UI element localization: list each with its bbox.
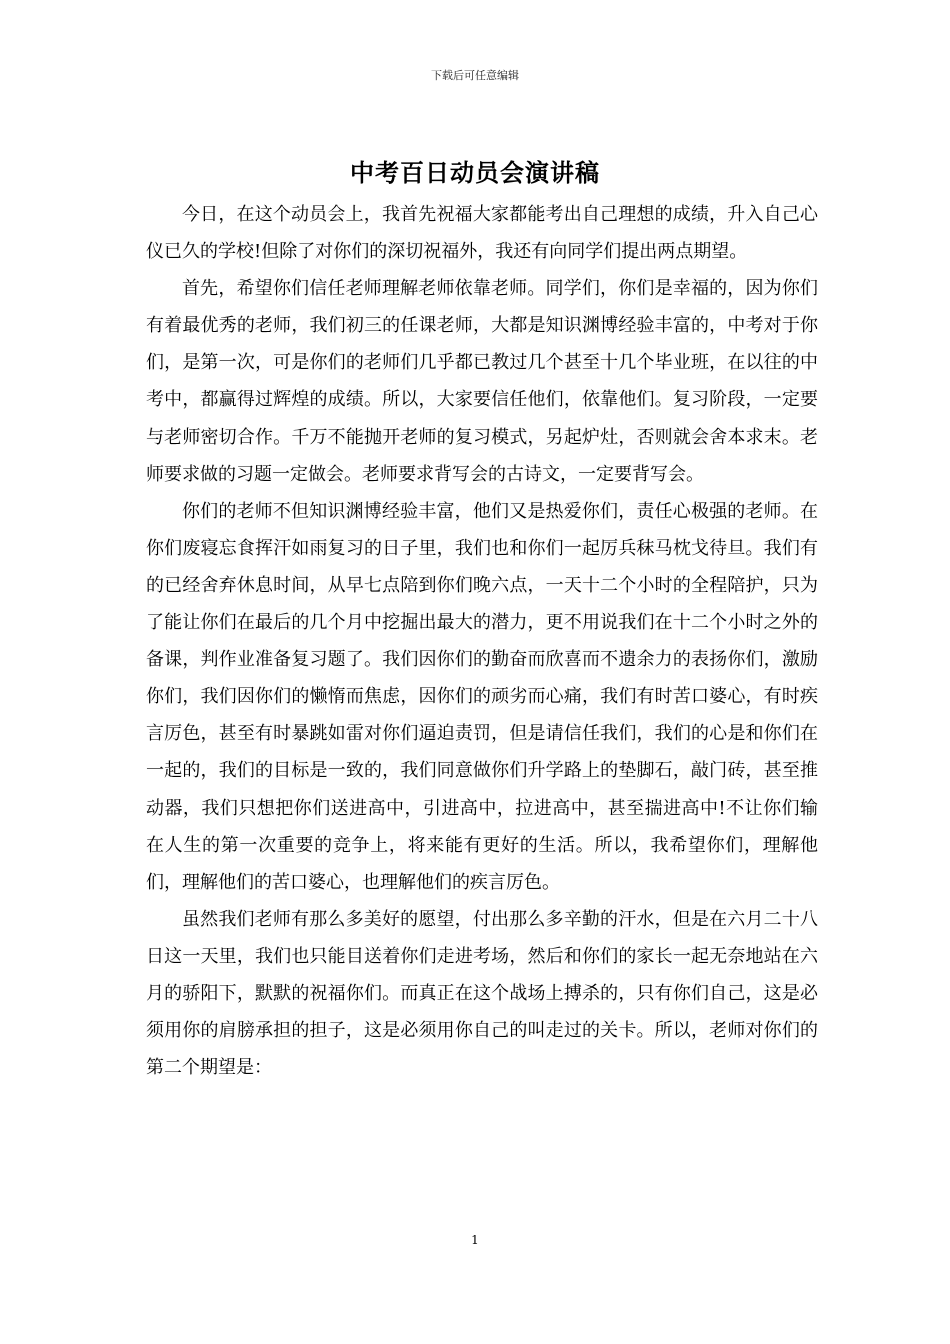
paragraph-1: 今日，在这个动员会上，我首先祝福大家都能考出自己理想的成绩，升入自己心仪已久的学校!但除了对你们的深切祝福外，我还有向同学们提出两点期望。 (146, 204, 818, 263)
document-body (146, 196, 818, 1086)
page-header: 下载后可任意编辑 (431, 69, 519, 82)
page-number: 1 (471, 1233, 479, 1247)
paragraph-4: 虽然我们老师有那么多美好的愿望，付出那么多辛勤的汗水，但是在六月二十八日这一天里，我们也只能目送着你们走进考场，然后和你们的家长一起无奈地站在六月的骄阳下，默默的祝福你们。而真正在这个战场上搏杀的，只有你们自己，这是必须用你的肩膀承担的担子，这是必须用你自己的叫走过的关卡。所以，老师对你们的第二个期望是： (146, 908, 818, 1079)
document-title: 中考百日动员会演讲稿 (350, 158, 600, 187)
paragraph-3: 你们的老师不但知识渊博经验丰富，他们又是热爱你们，责任心极强的老师。在你们废寝忘食挥汗如雨复习的日子里，我们也和你们一起厉兵秣马枕戈待旦。我们有的已经舍弃休息时间，从早七点陪到你们晚六点，一天十二个小时的全程陪护，只为了能让你们在最后的几个月中挖掘出最大的潜力，更不用说我们在十二个小时之外的备课，判作业准备复习题了。我们因你们的勤奋而欣喜而不遗余力的表扬你们，激励你们，我们因你们的懒惰而焦虑，因你们的顽劣而心痛，我们有时苦口婆心，有时疾言厉色，甚至有时暴跳如雷对你们逼迫责罚，但是请信任我们，我们的心是和你们在一起的，我们的目标是一致的，我们同意做你们升学路上的垫脚石，敲门砖，甚至推动器，我们只想把你们送进高中，引进高中，拉进高中，甚至揣进高中!不让你们输在人生的第一次重要的竞争上，将来能有更好的生活。所以，我希望你们，理解他们，理解他们的苦口婆心，也理解他们的疾言厉色。 (146, 500, 818, 893)
paragraph-2: 首先，希望你们信任老师理解老师依靠老师。同学们，你们是幸福的，因为你们有着最优秀的老师，我们初三的任课老师，大都是知识渊博经验丰富的，中考对于你们，是第一次，可是你们的老师们几乎都已教过几个甚至十几个毕业班，在以往的中考中，都赢得过辉煌的成绩。所以，大家要信任他们，依靠他们。复习阶段，一定要与老师密切合作。千万不能抛开老师的复习模式，另起炉灶，否则就会舍本求末。老师要求做的习题一定做会。老师要求背写会的古诗文，一定要背写会。 (146, 278, 818, 485)
